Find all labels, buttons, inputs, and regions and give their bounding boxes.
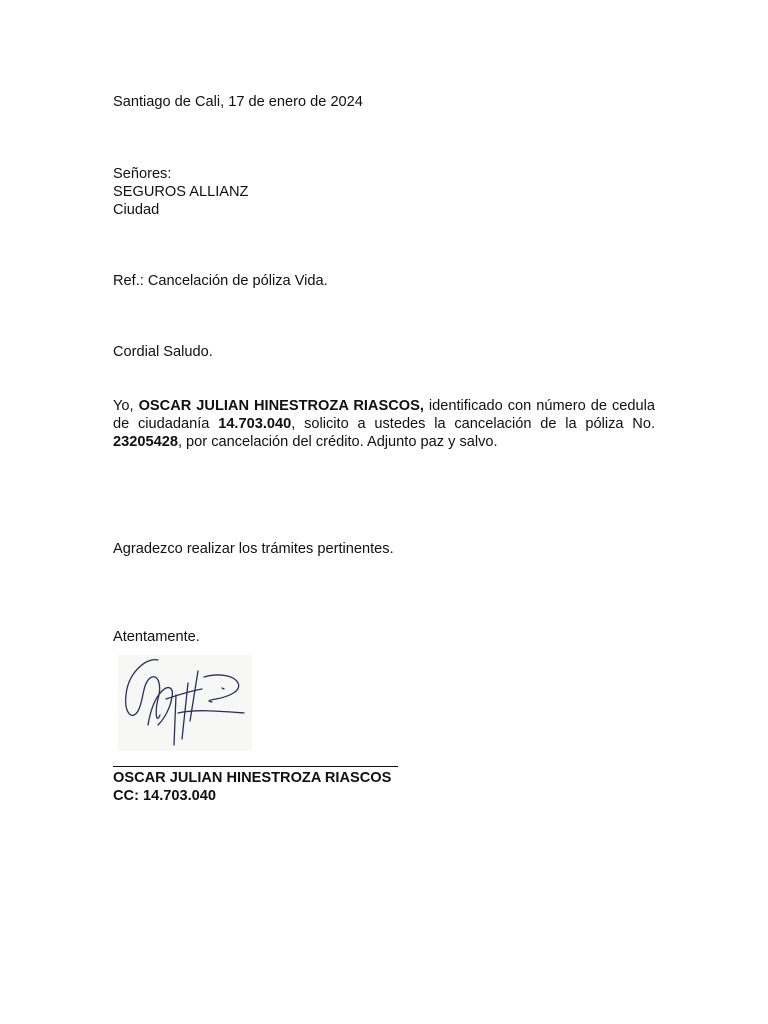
handwritten-signature: [118, 655, 252, 751]
signature-image: [118, 655, 252, 751]
closing: Atentamente.: [113, 629, 200, 645]
signer-id: CC: 14.703.040: [113, 788, 217, 804]
body-text-1: Yo,: [113, 398, 139, 414]
body-name: OSCAR JULIAN HINESTROZA RIASCOS,: [138, 398, 424, 414]
body-text-4: , por cancelación del crédito. Adjunto paz y salvo.: [177, 434, 498, 450]
body-paragraph: [113, 397, 655, 451]
body-text-3: , solicito a ustedes la cancelación de la póliza No.: [291, 416, 655, 432]
reference-line: Ref.: Cancelación de póliza Vida.: [113, 273, 328, 289]
recipient-company: SEGUROS ALLIANZ: [113, 184, 249, 200]
greeting: Cordial Saludo.: [113, 344, 213, 360]
body-policy-number: 23205428: [113, 434, 178, 450]
body-id-number: 14.703.040: [218, 416, 292, 432]
place-date: Santiago de Cali, 17 de enero de 2024: [113, 94, 363, 110]
signer-name: OSCAR JULIAN HINESTROZA RIASCOS: [113, 770, 392, 786]
recipient-salutation: Señores:: [113, 166, 172, 182]
request-line: Agradezco realizar los trámites pertinentes.: [113, 541, 394, 557]
body-text-2: identificado con número de cedula de ciudadanía: [113, 398, 655, 432]
recipient-city: Ciudad: [113, 202, 160, 218]
signature-rule: [113, 766, 398, 767]
